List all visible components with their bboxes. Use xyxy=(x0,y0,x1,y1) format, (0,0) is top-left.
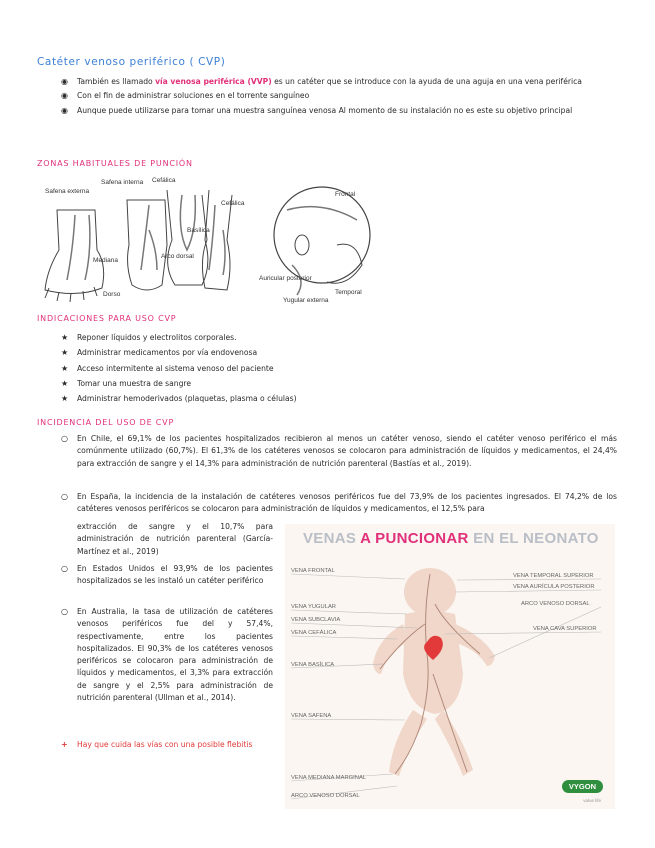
label-vena-temporal-superior: VENA TEMPORAL SUPERIOR xyxy=(513,573,594,579)
label-auricular-posterior: Auricular posterior xyxy=(259,275,312,282)
star-bullet-icon: ★ xyxy=(61,394,69,404)
label-cefalica-top: Cefálica xyxy=(152,177,176,184)
label-vena-yugular: VENA YUGULAR xyxy=(291,604,336,610)
star-bullet-icon: ★ xyxy=(61,333,69,342)
star-bullet-icon: ★ xyxy=(61,378,69,388)
label-arco-venoso-dorsal-right: ARCO VENOSO DORSAL xyxy=(521,601,590,607)
label-cefalica: Cefálica xyxy=(221,200,245,207)
label-mediana: Mediana xyxy=(93,257,118,264)
label-vena-auricula-posterior: VENA AURÍCULA POSTERIOR xyxy=(513,584,595,590)
label-safena-externa: Safena externa xyxy=(45,188,90,195)
incidencia-title: INCIDENCIA DEL USO DE CVP xyxy=(37,418,175,427)
neonato-figure xyxy=(285,524,615,809)
list-item: ★ Reponer líquidos y electrolitos corporales. xyxy=(77,330,577,345)
circle-bullet-icon: ○ xyxy=(61,607,68,616)
list-item: ★ Tomar una muestra de sangre xyxy=(77,376,577,391)
circle-bullet-icon: ○ xyxy=(61,434,68,443)
intro-list xyxy=(61,76,617,117)
label-vena-subclavia: VENA SUBCLAVIA xyxy=(291,617,341,623)
puncture-zones-illustration xyxy=(37,170,387,305)
page-title: Catéter venoso periférico ( CVP) xyxy=(37,56,226,68)
star-bullet-icon: ★ xyxy=(61,348,69,358)
label-basilica: Basílica xyxy=(187,227,210,234)
label-temporal: Temporal xyxy=(335,289,362,296)
label-vena-mediana-marginal: VENA MEDIANA MARGINAL xyxy=(291,775,367,781)
label-arco-dorsal: Arco dorsal xyxy=(161,253,194,260)
neonato-poster xyxy=(285,524,615,809)
label-vena-cava-superior: VENA CAVA SUPERIOR xyxy=(533,626,597,632)
circle-bullet-icon: ○ xyxy=(61,492,68,501)
label-safena-interna: Safena interna xyxy=(101,179,144,186)
circle-bullet-icon: ◉ xyxy=(61,105,68,115)
flebitis-warning: + Hay que cuida las vías con una posible flebitis xyxy=(77,739,277,751)
label-frontal: Frontal xyxy=(335,191,356,198)
indicaciones-list xyxy=(61,330,577,406)
list-item: ★ Administrar medicamentos por vía endovenosa xyxy=(77,345,577,360)
list-item: ◉ Con el fin de administrar soluciones en el torrente sanguíneo xyxy=(77,90,617,102)
list-item: ◉ Aunque puede utilizarse para tomar una muestra sanguínea venosa Al momento de su instalación no es este su objetivo principal xyxy=(77,105,617,117)
vygon-logo: VYGON xyxy=(562,780,603,793)
circle-bullet-icon: ◉ xyxy=(61,77,68,86)
espana-paragraph: ○ En España, la incidencia de la instalación de catéteres venosos periféricos fue del 73,9% de los pacientes ingresados. El 74,2% de los catéteres venosos periféricos se colocaron para administración de líquidos y medicamentos, el 12,5% para xyxy=(61,492,617,514)
neonato-title: VENAS A PUNCIONAR EN EL NEONATO xyxy=(303,530,599,547)
star-bullet-icon: ★ xyxy=(61,363,69,373)
zonas-title: ZONAS HABITUALES DE PUNCIÓN xyxy=(37,159,193,168)
circle-bullet-icon: ○ xyxy=(61,564,68,573)
label-vena-frontal: VENA FRONTAL xyxy=(291,568,335,574)
list-item: ★ Acceso intermitente al sistema venoso del paciente xyxy=(77,361,577,376)
list-item: ★ Administrar hemoderivados (plaquetas, plasma o células) xyxy=(77,391,577,406)
label-vena-safena: VENA SAFENA xyxy=(291,713,332,719)
plus-bullet-icon: + xyxy=(61,740,68,749)
label-dorso: Dorso xyxy=(103,291,121,298)
list-item: ◉ También es llamado vía venosa periférica (VVP) es un catéter que se introduce con la ayuda de una aguja en una vena periférica xyxy=(77,76,617,88)
chile-paragraph: ○ En Chile, el 69,1% de los pacientes hospitalizados recibieron al menos un catéter venoso, siendo el catéter venoso periférico el más comúnmente utilizado (60,7%). El 61,3% de los catéteres venosos se colocaron para administración de líquidos y medicamentos, el 24,4% para extracción de sangre y el 14,3% para administración de nutrición parenteral (Bastías et al., 2019). xyxy=(61,434,617,468)
label-vena-basilica: VENA BASÍLICA xyxy=(291,662,335,668)
eeuu-paragraph: ○ En Estados Unidos el 93,9% de los pacientes hospitalizados se les instaló un catéter periférico xyxy=(61,564,273,586)
vygon-tagline: value life xyxy=(583,798,601,803)
australia-paragraph: ○ En Australia, la tasa de utilización de catéteres venosos periféricos fue del y 57,4%, respectivamente, entre los pacientes hospitalizados. El 90,3% de los catéteres venosos periféricos se colocaron para administración de líquidos y medicamentos, el 3,3% para extracción de sangre y el 2,5% para administración de nutrición parenteral (Ullman et al., 2014). xyxy=(61,607,273,703)
label-arco-venoso-dorsal-left: ARCO VENOSO DORSAL xyxy=(291,793,360,799)
label-yugular-externa: Yugular externa xyxy=(283,297,329,304)
highlight-vvp: vía venosa periférica (VVP) xyxy=(155,77,272,86)
label-vena-cefalica: VENA CEFÁLICA xyxy=(291,630,337,636)
espana-continuation: extracción de sangre y el 10,7% para administración de nutrición parenteral (García-Martínez et al., 2019) xyxy=(77,522,273,556)
indicaciones-title: INDICACIONES PARA USO CVP xyxy=(37,314,177,323)
circle-bullet-icon: ◉ xyxy=(61,91,68,101)
